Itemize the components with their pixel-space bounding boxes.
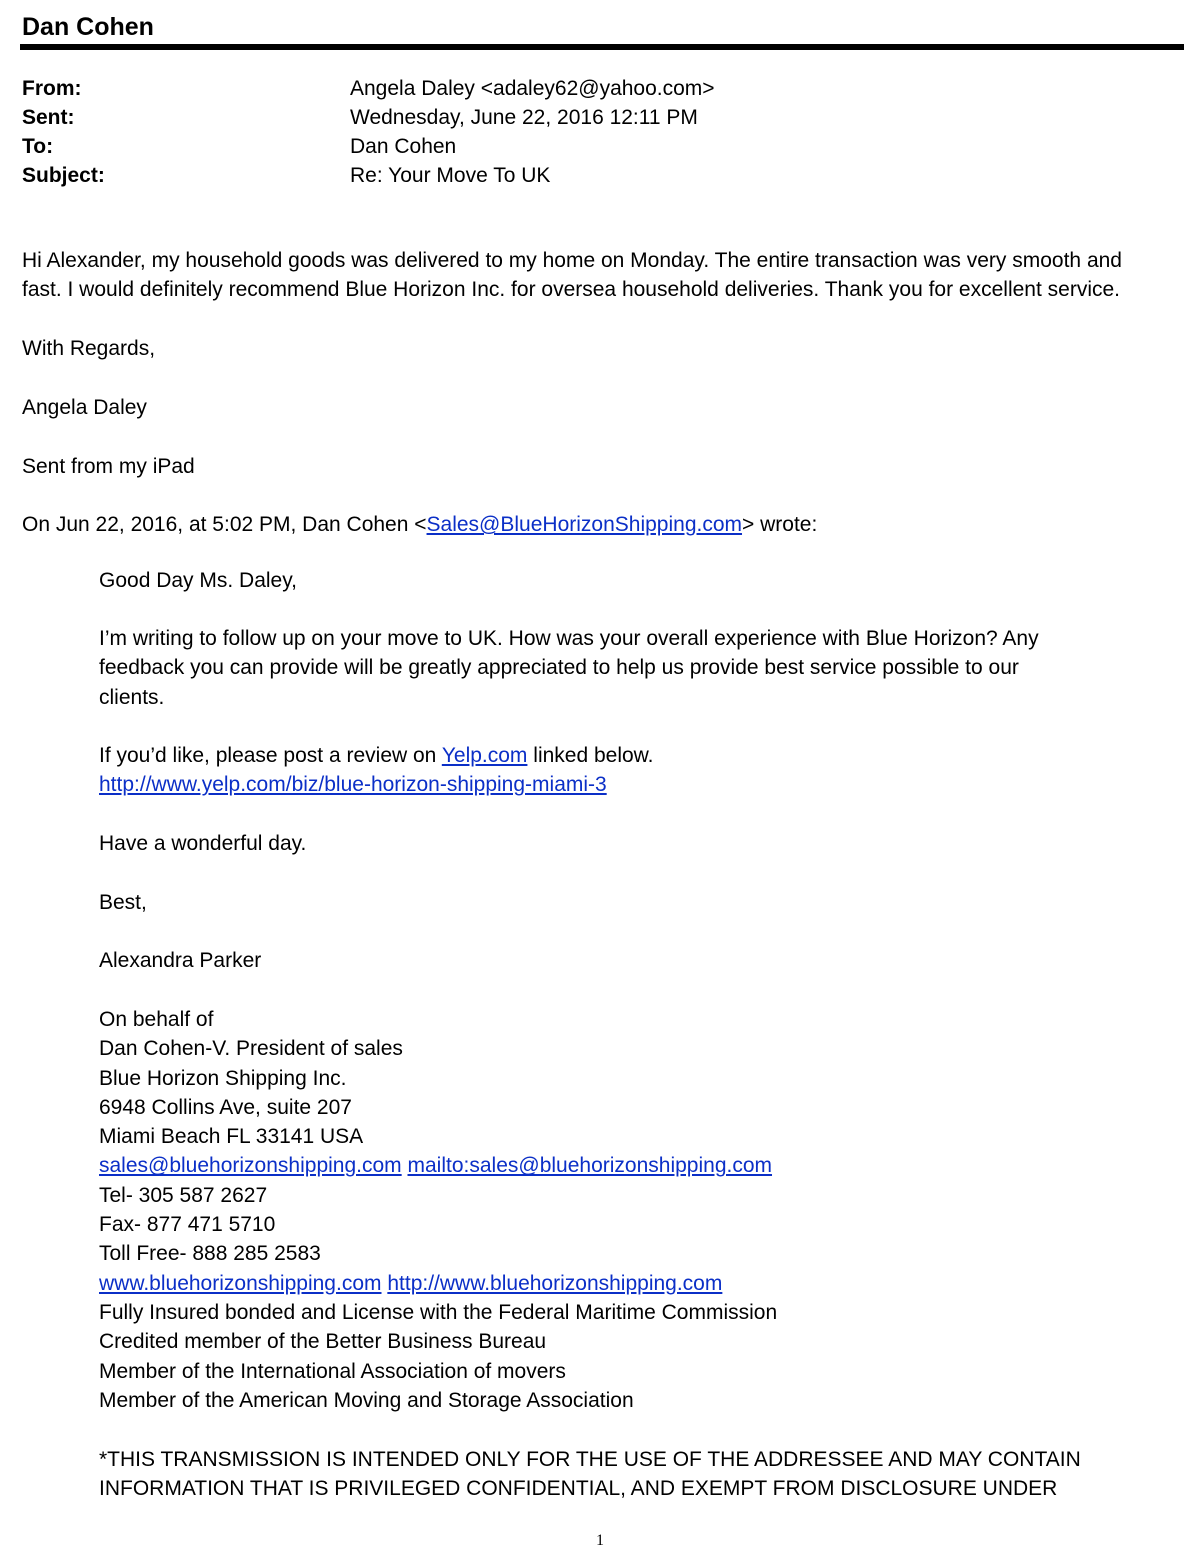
sig-behalf: On behalf of <box>99 1008 214 1031</box>
disclaimer-line-1: *THIS TRANSMISSION IS INTENDED ONLY FOR THE USE OF THE ADDRESSEE AND MAY CONTAIN <box>99 1448 1081 1471</box>
quoted-paragraph <box>99 624 1099 712</box>
review-line <box>99 741 1099 770</box>
sig-web-link[interactable]: www.bluehorizonshipping.com <box>99 1271 382 1295</box>
review-suffix: linked below. <box>527 744 654 767</box>
quoted-sender: Alexandra Parker <box>99 949 262 972</box>
quoted-para-line-1: I’m writing to follow up on your move to UK. How was your overall experience with Blue Horizon? Any <box>99 627 1039 650</box>
sig-address-1: 6948 Collins Ave, suite 207 <box>99 1095 352 1119</box>
sig-email-link[interactable]: sales@bluehorizonshipping.com <box>99 1154 402 1178</box>
reply-line-1: Hi Alexander, my household goods was delivered to my home on Monday. The entire transaction was very smooth and <box>22 249 1122 272</box>
quoted-greeting: Good Day Ms. Daley, <box>99 569 298 592</box>
yelp-link[interactable]: Yelp.com <box>441 744 528 767</box>
sig-company: Blue Horizon Shipping Inc. <box>99 1066 347 1090</box>
sent-label: Sent: <box>22 106 75 129</box>
quoted-wish: Have a wonderful day. <box>99 832 307 855</box>
page-number: 1 <box>596 1532 604 1549</box>
sig-address-2: Miami Beach FL 33141 USA <box>99 1125 364 1149</box>
to-value: Dan Cohen <box>350 135 457 158</box>
confidentiality-disclaimer <box>99 1445 1099 1504</box>
quoted-para-line-2: feedback you can provide will be greatly appreciated to help us provide best service possible to our <box>99 656 1019 680</box>
sig-web-url-link[interactable]: http://www.bluehorizonshipping.com <box>387 1271 723 1295</box>
sig-web-line <box>99 1269 1099 1298</box>
sig-email-line <box>99 1151 1099 1180</box>
sig-credential-2: Credited member of the Better Business Bureau <box>99 1330 547 1354</box>
from-label: From: <box>22 77 82 100</box>
sig-credential-4: Member of the American Moving and Storage Association <box>99 1388 634 1412</box>
from-value: Angela Daley <adaley62@yahoo.com> <box>350 77 715 100</box>
sig-tel: Tel- 305 587 2627 <box>99 1183 268 1207</box>
review-prefix: If you’d like, please post a review on <box>99 744 442 767</box>
reply-body <box>22 246 1182 305</box>
sig-fax: Fax- 877 471 5710 <box>99 1213 276 1237</box>
reply-device-note: Sent from my iPad <box>22 455 195 478</box>
email-signature-block <box>99 1005 1099 1415</box>
sent-value: Wednesday, June 22, 2016 12:11 PM <box>350 106 698 129</box>
yelp-url-link[interactable]: http://www.yelp.com/biz/blue-horizon-shipping-miami-3 <box>99 773 607 797</box>
sig-title: Dan Cohen-V. President of sales <box>99 1037 403 1061</box>
subject-value: Re: Your Move To UK <box>350 164 551 187</box>
quoted-closing: Best, <box>99 891 147 914</box>
sig-credential-1: Fully Insured bonded and License with the Federal Maritime Commission <box>99 1300 778 1324</box>
sig-credential-3: Member of the International Association of movers <box>99 1359 566 1383</box>
header-divider <box>20 44 1184 50</box>
reply-line-2: fast. I would definitely recommend Blue Horizon Inc. for oversea household deliveries. Thank you for excellent service. <box>22 278 1120 302</box>
subject-label: Subject: <box>22 164 105 187</box>
reply-regards: With Regards, <box>22 337 156 360</box>
disclaimer-line-2: INFORMATION THAT IS PRIVILEGED CONFIDENTIAL, AND EXEMPT FROM DISCLOSURE UNDER <box>99 1477 1058 1501</box>
mailbox-owner-name: Dan Cohen <box>22 13 154 41</box>
reply-signature: Angela Daley <box>22 396 147 419</box>
quote-attribution <box>22 510 1182 539</box>
review-request <box>99 741 1099 800</box>
yelp-url-line <box>99 770 1099 799</box>
to-label: To: <box>22 135 54 158</box>
sig-mailto-link[interactable]: mailto:sales@bluehorizonshipping.com <box>407 1154 773 1178</box>
attribution-suffix: > wrote: <box>742 513 818 536</box>
attribution-prefix: On Jun 22, 2016, at 5:02 PM, Dan Cohen < <box>22 513 427 536</box>
attribution-email-link[interactable]: Sales@BlueHorizonShipping.com <box>426 513 743 536</box>
quoted-para-line-3: clients. <box>99 685 165 709</box>
sig-tollfree: Toll Free- 888 285 2583 <box>99 1242 321 1266</box>
